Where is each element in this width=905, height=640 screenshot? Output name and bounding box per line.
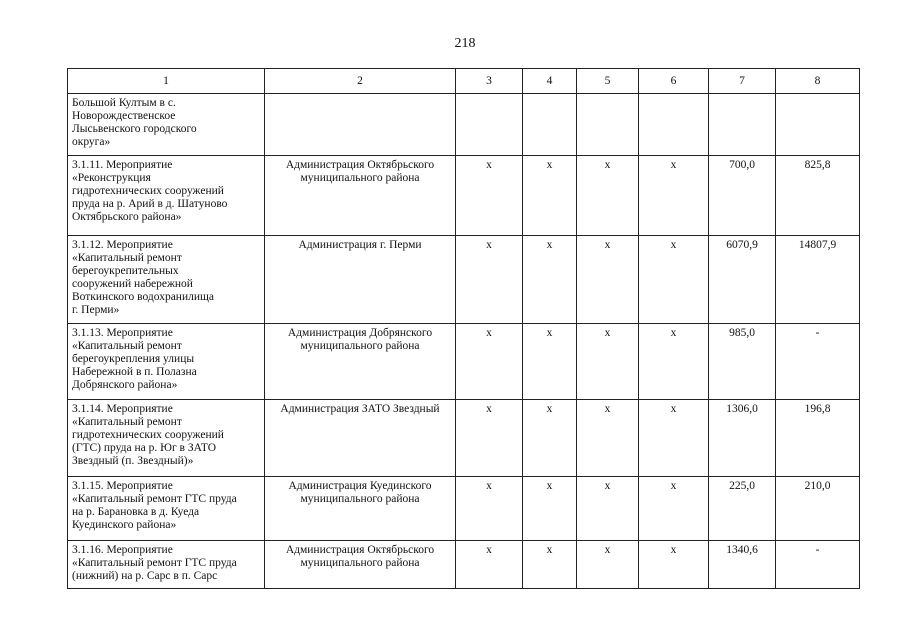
activity-description: 3.1.15. Мероприятие «Капитальный ремонт ГТС пруда на р. Барановка в д. Куеда Куединского района» [68, 477, 265, 541]
activity-description: 3.1.16. Мероприятие «Капитальный ремонт ГТС пруда (нижний) на р. Сарс в п. Сарс [68, 541, 265, 589]
value-cell: x [577, 324, 639, 400]
amount-cell: 210,0 [776, 477, 860, 541]
amount-cell: 1340,6 [709, 541, 776, 589]
column-header: 4 [523, 69, 577, 94]
value-cell: x [639, 400, 709, 477]
value-cell: x [577, 236, 639, 324]
executor-cell: Администрация Добрянского муниципального района [265, 324, 456, 400]
executor-cell: Администрация г. Перми [265, 236, 456, 324]
value-cell: x [523, 156, 577, 236]
amount-cell: 700,0 [709, 156, 776, 236]
value-cell: x [456, 156, 523, 236]
activity-description: 3.1.12. Мероприятие «Капитальный ремонт берегоукрепительных сооружений набережной Воткинского водохранилища г. Перми» [68, 236, 265, 324]
amount-cell [709, 94, 776, 156]
value-cell: x [456, 400, 523, 477]
activity-description: Большой Култым в с. Новорождественское Лысьвенского городского округа» [68, 94, 265, 156]
value-cell: x [456, 236, 523, 324]
value-cell: x [456, 324, 523, 400]
value-cell: x [456, 541, 523, 589]
value-cell [577, 94, 639, 156]
table-row [68, 94, 860, 156]
activity-description: 3.1.11. Мероприятие «Реконструкция гидротехнических сооружений пруда на р. Арий в д. Шатуново Октябрьского района» [68, 156, 265, 236]
amount-cell: 225,0 [709, 477, 776, 541]
value-cell: x [523, 400, 577, 477]
column-header: 8 [776, 69, 860, 94]
value-cell: x [577, 541, 639, 589]
value-cell: x [523, 236, 577, 324]
executor-cell: Администрация ЗАТО Звездный [265, 400, 456, 477]
executor-cell: Администрация Куединского муниципального района [265, 477, 456, 541]
column-header: 7 [709, 69, 776, 94]
value-cell: x [577, 400, 639, 477]
value-cell: x [577, 477, 639, 541]
amount-cell: 196,8 [776, 400, 860, 477]
amount-cell: 6070,9 [709, 236, 776, 324]
column-header: 5 [577, 69, 639, 94]
table-row [68, 236, 860, 324]
column-header: 6 [639, 69, 709, 94]
amount-cell: 14807,9 [776, 236, 860, 324]
column-header: 3 [456, 69, 523, 94]
activity-description: 3.1.13. Мероприятие «Капитальный ремонт берегоукрепления улицы Набережной в п. Полазна Добрянского района» [68, 324, 265, 400]
table-row [68, 477, 860, 541]
amount-cell: - [776, 324, 860, 400]
value-cell: x [523, 541, 577, 589]
value-cell: x [523, 324, 577, 400]
value-cell: x [639, 324, 709, 400]
table-row [68, 400, 860, 477]
executor-cell [265, 94, 456, 156]
amount-cell [776, 94, 860, 156]
table-row [68, 156, 860, 236]
amount-cell: 985,0 [709, 324, 776, 400]
value-cell [639, 94, 709, 156]
amount-cell: - [776, 541, 860, 589]
column-number-header-row [68, 69, 860, 94]
column-header: 1 [68, 69, 265, 94]
program-activities-table [67, 68, 860, 589]
column-header: 2 [265, 69, 456, 94]
value-cell: x [639, 541, 709, 589]
table-row [68, 541, 860, 589]
value-cell: x [639, 236, 709, 324]
amount-cell: 825,8 [776, 156, 860, 236]
executor-cell: Администрация Октябрьского муниципального района [265, 156, 456, 236]
value-cell: x [523, 477, 577, 541]
amount-cell: 1306,0 [709, 400, 776, 477]
activity-description: 3.1.14. Мероприятие «Капитальный ремонт гидротехнических сооружений (ГТС) пруда на р. Юг в ЗАТО Звездный (п. Звездный)» [68, 400, 265, 477]
value-cell: x [639, 477, 709, 541]
value-cell [456, 94, 523, 156]
value-cell [523, 94, 577, 156]
table-row [68, 324, 860, 400]
executor-cell: Администрация Октябрьского муниципального района [265, 541, 456, 589]
value-cell: x [577, 156, 639, 236]
page-number: 218 [454, 36, 476, 51]
value-cell: x [639, 156, 709, 236]
value-cell: x [456, 477, 523, 541]
